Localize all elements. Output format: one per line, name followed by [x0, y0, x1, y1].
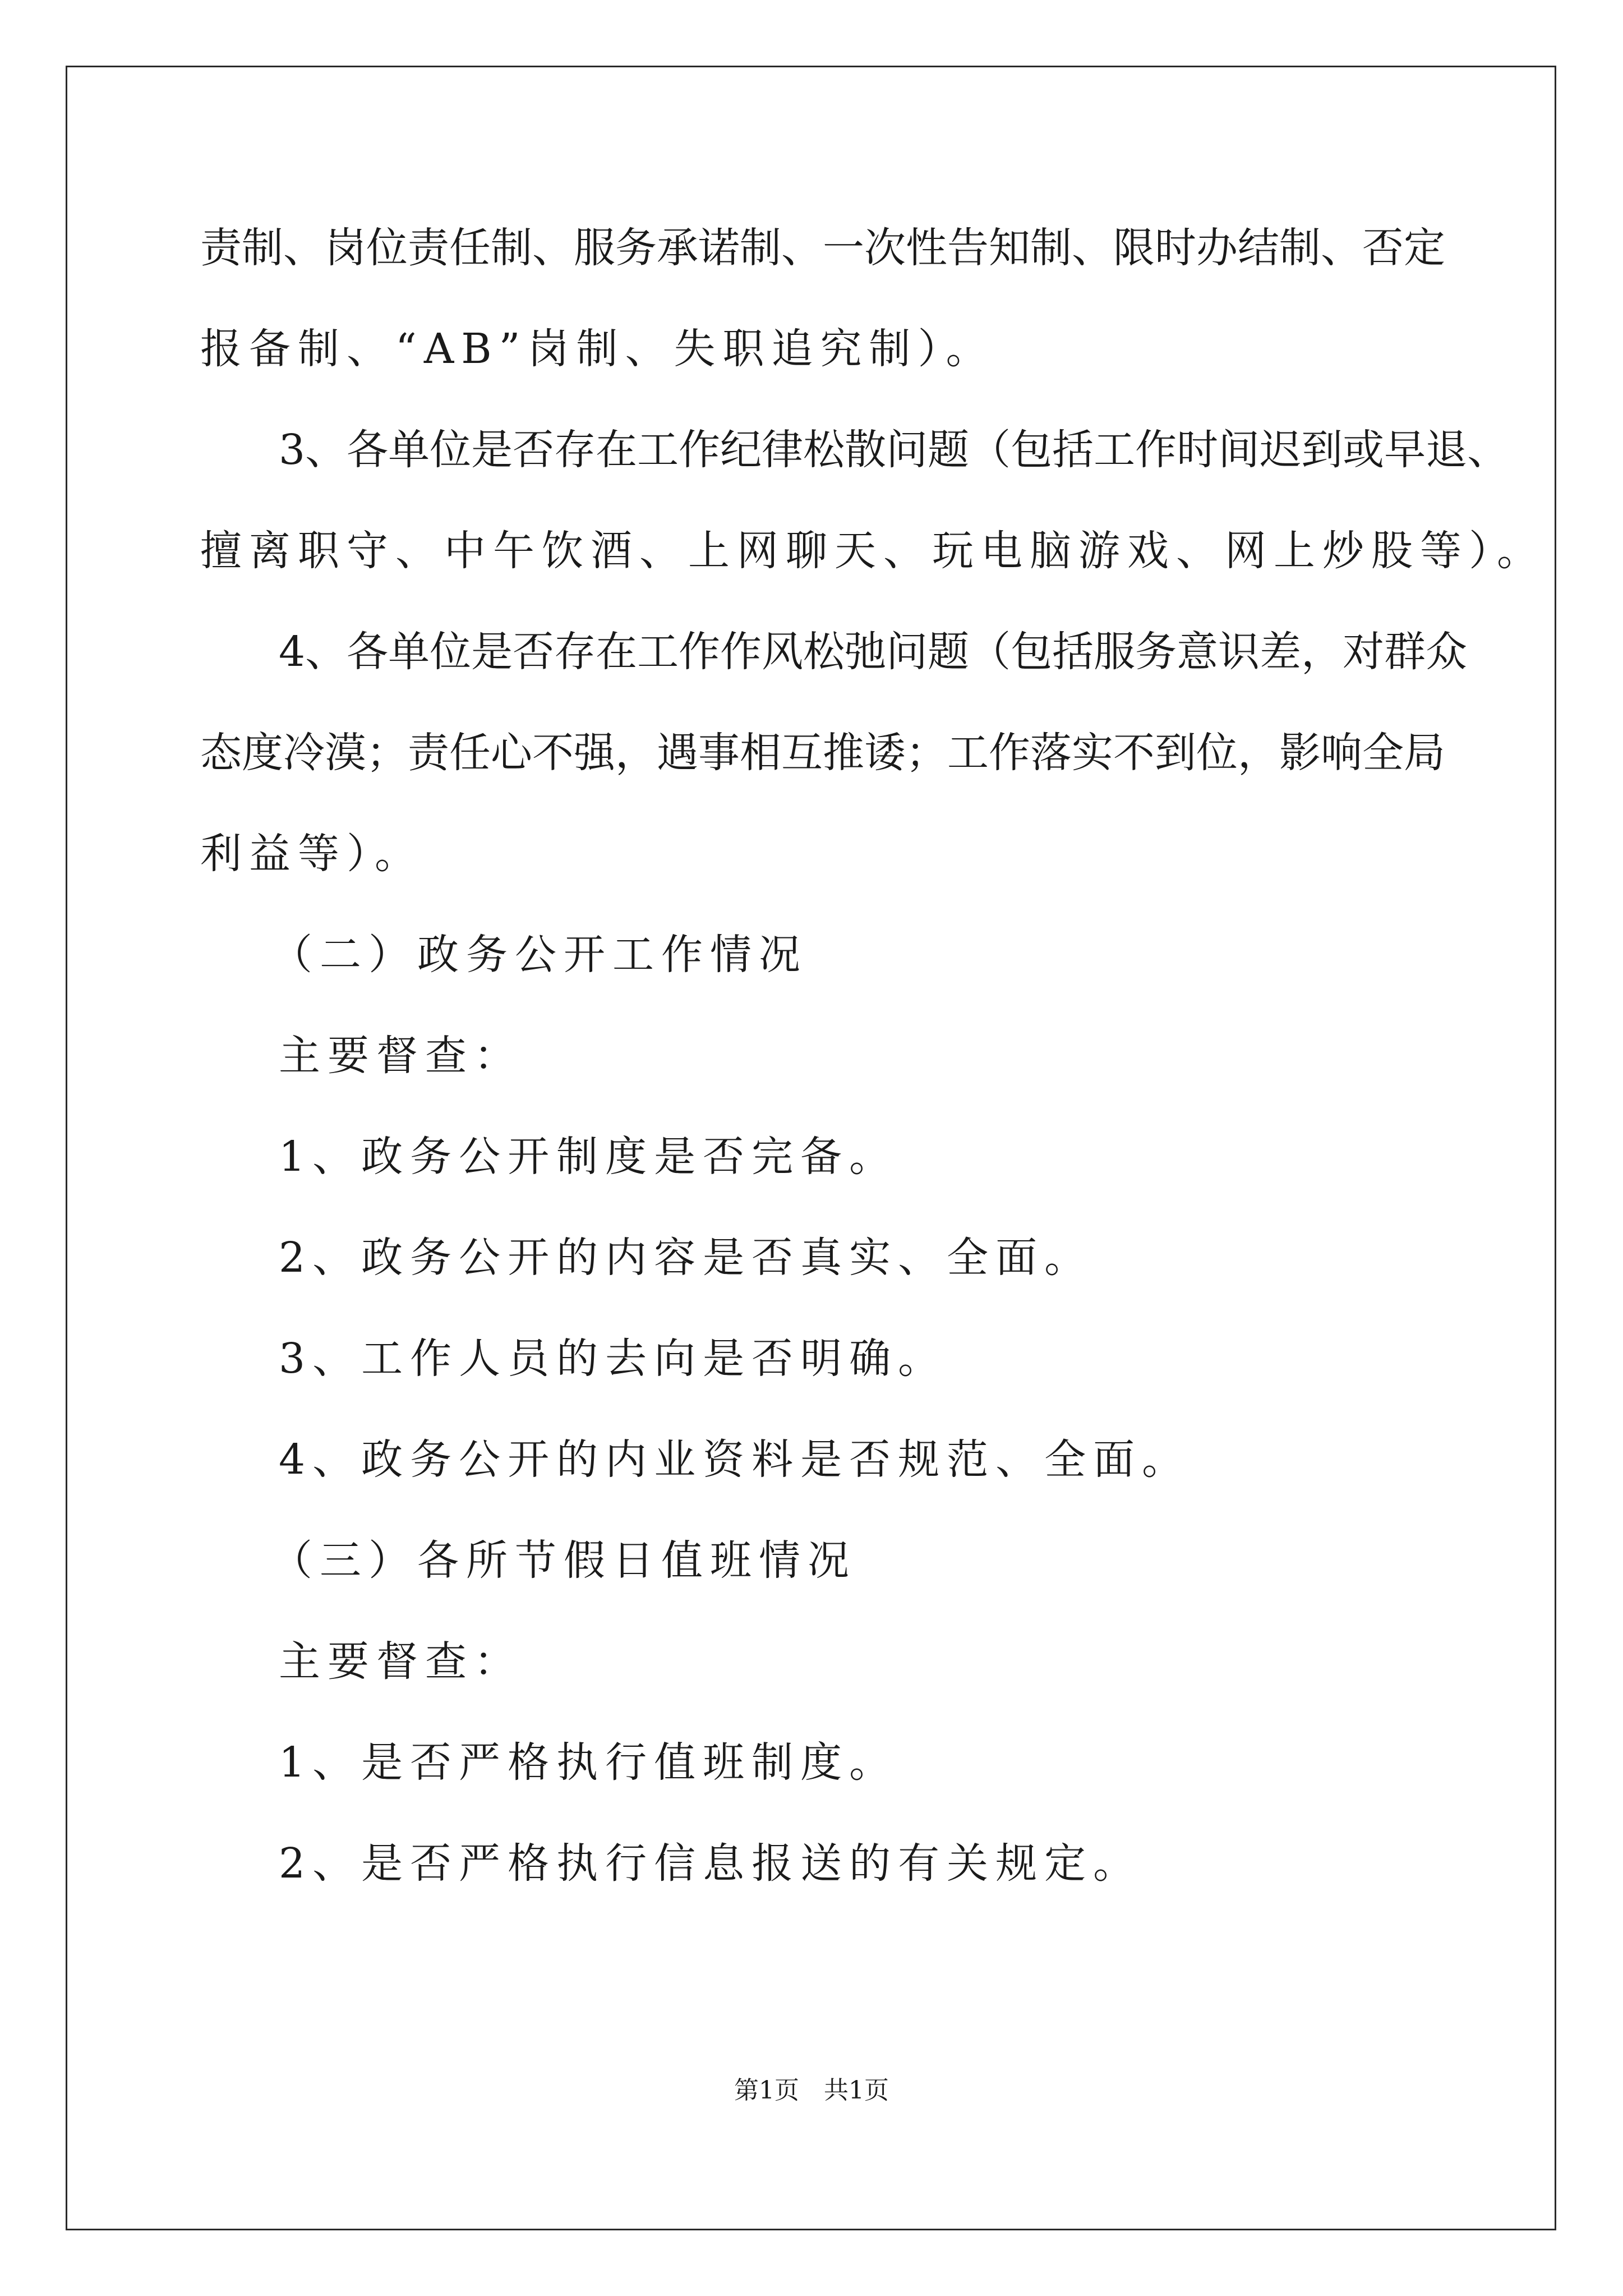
body-line-3: 3、各单位是否存在工作纪律松散问题（包括工作时间迟到或早退、 [279, 426, 1509, 474]
page-footer: 第1页 共1页 [734, 2076, 889, 2105]
section-heading-2: （二）政务公开工作情况 [271, 931, 808, 979]
body-line-5: 4、各单位是否存在工作作风松弛问题（包括服务意识差，对群众 [279, 628, 1468, 676]
body-line-4: 擅离职守、中午饮酒、上网聊天、玩电脑游戏、网上炒股等）。 [200, 527, 1546, 575]
list-item-5: 1、是否严格执行值班制度。 [279, 1738, 898, 1787]
section-heading-3: （三）各所节假日值班情况 [271, 1536, 856, 1585]
list-item-6: 2、是否严格执行信息报送的有关规定。 [279, 1839, 1142, 1888]
list-item-2: 2、政务公开的内容是否真实、全面。 [279, 1234, 1094, 1282]
body-line-1: 责制、岗位责任制、服务承诺制、一次性告知制、限时办结制、否定 [200, 224, 1445, 272]
body-line-6: 态度冷漠；责任心不强，遇事相互推诿；工作落实不到位，影响全局 [200, 729, 1445, 777]
list-item-1: 1、政务公开制度是否完备。 [279, 1133, 898, 1181]
main-inspection-label-2: 主要督查： [279, 1637, 523, 1686]
body-line-7: 利益等）。 [200, 830, 423, 878]
body-line-2: 报备制、“AB”岗制、失职追究制）。 [200, 325, 995, 373]
main-inspection-label-1: 主要督查： [279, 1032, 523, 1080]
list-item-4: 4、政务公开的内业资料是否规范、全面。 [279, 1435, 1191, 1484]
list-item-3: 3、工作人员的去向是否明确。 [279, 1335, 947, 1383]
